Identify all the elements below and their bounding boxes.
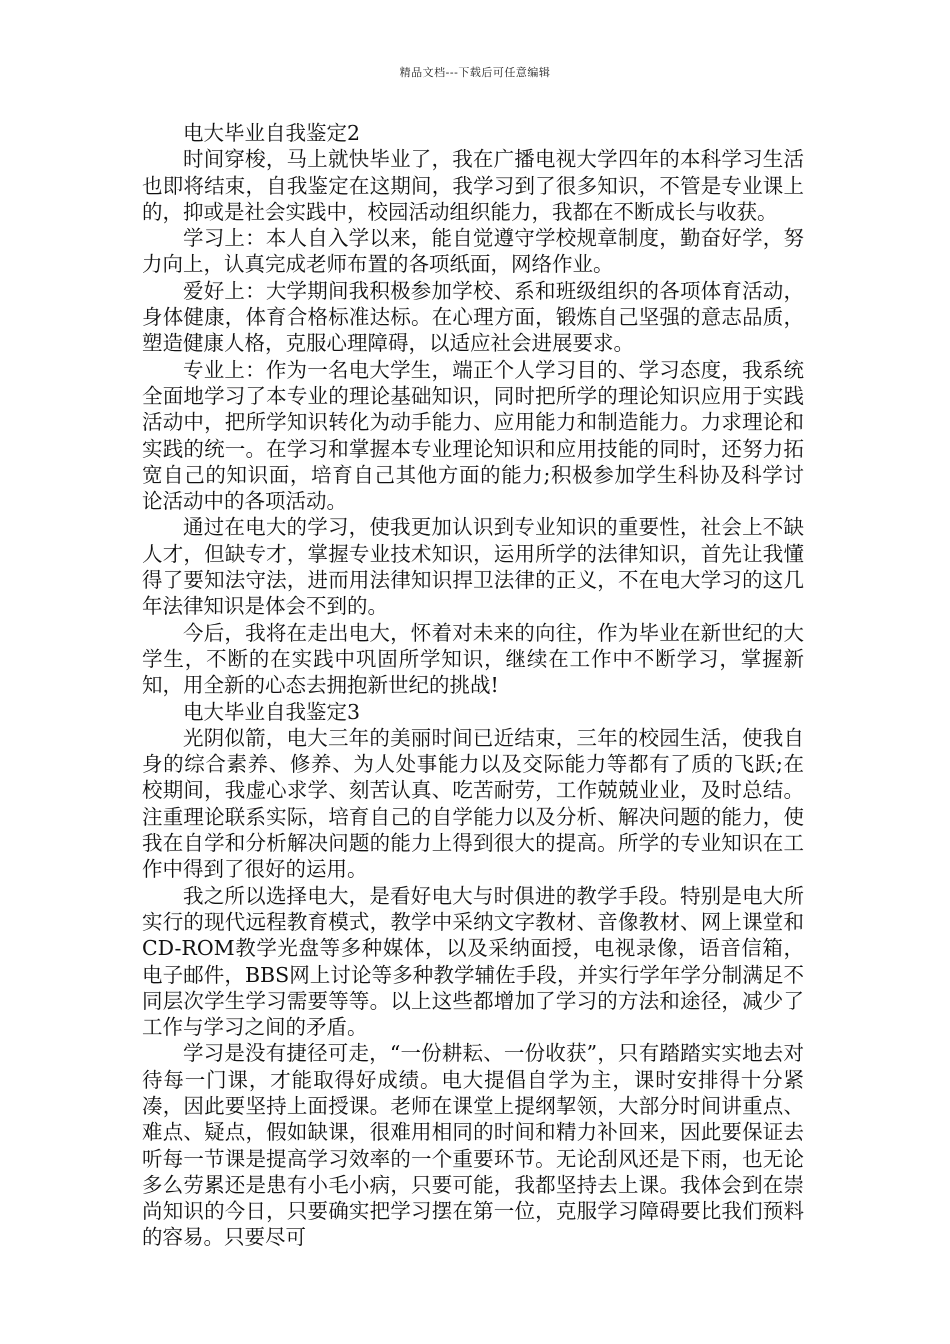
paragraph: 光阴似箭，电大三年的美丽时间已近结束，三年的校园生活，使我自身的综合素养、修养、为人处事能力以及交际能力等都有了质的飞跃;在校期间，我虚心求学、刻苦认真、吃苦耐劳，工作兢兢业业，及时总结。注重理论联系实际，培育自己的自学能力以及分析、解决问题的能力，使我在自学和分析解决问题的能力上得到很大的提高。所学的专业知识在工作中得到了很好的运用。: [142, 725, 804, 882]
paragraph: 专业上：作为一名电大学生，端正个人学习目的、学习态度，我系统全面地学习了本专业的理论基础知识，同时把所学的理论知识应用于实践活动中，把所学知识转化为动手能力、应用能力和制造能力。力求理论和实践的统一。在学习和掌握本专业理论知识和应用技能的同时，还努力拓宽自己的知识面，培育自己其他方面的能力;积极参加学生科协及科学讨论活动中的各项活动。: [142, 357, 804, 514]
paragraph: 学习上：本人自入学以来，能自觉遵守学校规章制度，勤奋好学，努力向上，认真完成老师布置的各项纸面，网络作业。: [142, 226, 804, 277]
paragraph: 我之所以选择电大，是看好电大与时俱进的教学手段。特别是电大所实行的现代远程教育模式，教学中采纳文字教材、音像教材、网上课堂和CD-ROM教学光盘等多种媒体，以及采纳面授，电视录像，语音信箱，电子邮件，BBS网上讨论等多种教学辅佐手段，并实行学年学分制满足不同层次学生学习需要等等。以上这些都增加了学习的方法和途径，减少了工作与学习之间的矛盾。: [142, 883, 804, 1040]
paragraph: 今后，我将在走出电大，怀着对未来的向往，作为毕业在新世纪的大学生，不断的在实践中巩固所学知识，继续在工作中不断学习，掌握新知，用全新的心态去拥抱新世纪的挑战!: [142, 620, 804, 698]
section-heading: 电大毕业自我鉴定3: [183, 699, 361, 724]
paragraph: 学习是没有捷径可走，“一份耕耘、一份收获”，只有踏踏实实地去对待每一门课，才能取得好成绩。电大提倡自学为主，课时安排得十分紧凑，因此要坚持上面授课。老师在课堂上提纲挈领，大部分时间讲重点、难点、疑点，假如缺课，很难用相同的时间和精力补回来，因此要保证去听每一节课是提高学习效率的一个重要环节。无论刮风还是下雨，也无论多么劳累还是患有小毛小病，只要可能，我都坚持去上课。我体会到在崇尚知识的今日，只要确实把学习摆在第一位，克服学习障碍要比我们预料的容易。只要尽可: [142, 1041, 804, 1250]
page-header-watermark: 精品文档---下载后可任意编辑: [399, 66, 551, 79]
paragraph: 爱好上：大学期间我积极参加学校、系和班级组织的各项体育活动，身体健康，体育合格标准达标。在心理方面，锻炼自己坚强的意志品质，塑造健康人格，克服心理障碍，以适应社会进展要求。: [142, 278, 804, 356]
document-body: [142, 120, 804, 1251]
section-heading: 电大毕业自我鉴定2: [183, 121, 361, 145]
paragraph: 时间穿梭，马上就快毕业了，我在广播电视大学四年的本科学习生活也即将结束，自我鉴定在这期间，我学习到了很多知识，不管是专业课上的，抑或是社会实践中，校园活动组织能力，我都在不断成长与收获。: [142, 147, 804, 224]
paragraph: 通过在电大的学习，使我更加认识到专业知识的重要性，社会上不缺人才，但缺专才，掌握专业技术知识，运用所学的法律知识，首先让我懂得了要知法守法，进而用法律知识捍卫法律的正义，不在电大学习的这几年法律知识是体会不到的。: [142, 515, 804, 619]
